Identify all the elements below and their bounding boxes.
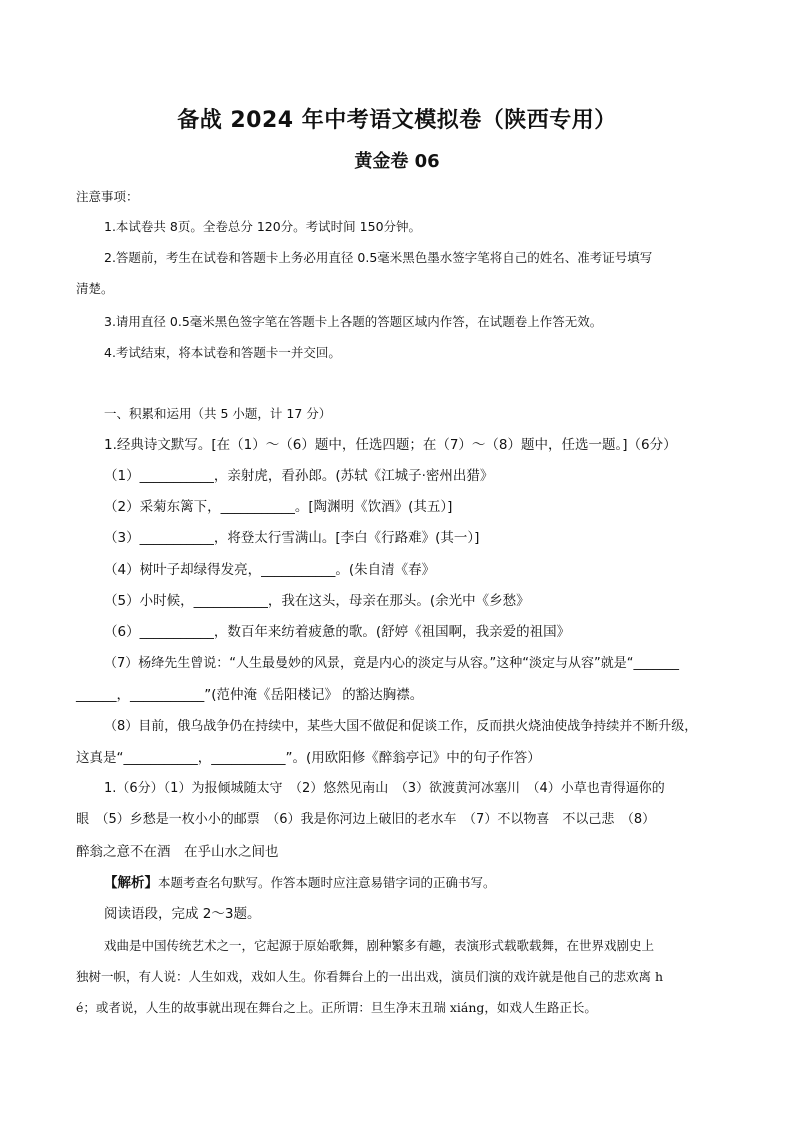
question-item: （3）___________，将登太行雪满山。[李白《行路难》(其一）]: [104, 530, 480, 546]
question-item: 这真是“___________，___________”。(用欧阳修《醉翁亭记》中的句子作答）: [76, 750, 541, 766]
notice-heading: 注意事项：: [76, 189, 139, 204]
analysis-line: [104, 874, 496, 892]
question-item: （6）___________，数百年来纺着疲惫的歌。(舒婷《祖国啊，我亲爱的祖国》: [104, 624, 571, 640]
page-title: 备战 2024 年中考语文模拟卷（陕西专用）: [177, 108, 617, 133]
notice-item: 4.考试结束，将本试卷和答题卡一并交回。: [104, 345, 341, 360]
question-stem: 1.经典诗文默写。[在（1）～（6）题中，任选四题；在（7）～（8）题中，任选一题。]（6分）: [104, 437, 677, 453]
notice-item: 1.本试卷共 8页。全卷总分 120分。考试时间 150分钟。: [104, 219, 422, 234]
analysis-text: 本题考查名句默写。作答本题时应注意易错字词的正确书写。: [158, 875, 496, 890]
question-item: （8）目前，俄乌战争仍在持续中，某些大国不做促和促谈工作，反而拱火烧油使战争持续并不断升级，: [104, 719, 698, 734]
question-item: （7）杨绛先生曾说：“人生最曼妙的风景，竟是内心的淡定与从容。”这种“淡定与从容”就是“_______: [104, 656, 679, 671]
notice-item: 2.答题前，考生在试卷和答题卡上务必用直径 0.5毫米黑色墨水签字笔将自己的姓名、准考证号填写: [104, 250, 653, 265]
notice-item: 3.请用直径 0.5毫米黑色签字笔在答题卡上各题的答题区域内作答，在试题卷上作答无效。: [104, 314, 603, 329]
passage-line: é；或者说，人生的故事就出现在舞台之上。正所谓：旦生净末丑瑞 xiáng，如戏人生路正长。: [76, 1000, 597, 1015]
question-item: （4）树叶子却绿得发亮，___________。(朱自清《春》: [104, 562, 436, 578]
question-item: ______，___________”(范仲淹《岳阳楼记》 的豁达胸襟。: [76, 687, 424, 703]
reading-intro: 阅读语段，完成 2～3题。: [104, 906, 261, 922]
question-item: （2）采菊东篱下，___________。[陶渊明《饮酒》(其五）]: [104, 499, 453, 515]
notice-item: 清楚。: [76, 281, 114, 296]
answer-line: 1.（6分）（1）为报倾城随太守 （2）悠然见南山 （3）欲渡黄河冰塞川 （4）小草也青得逼你的: [104, 781, 665, 796]
section-heading: 一、积累和运用（共 5 小题，计 17 分）: [104, 406, 332, 421]
passage-line: 独树一帜，有人说：人生如戏，戏如人生。你看舞台上的一出出戏，演员们演的戏许就是他自己的悲欢离 h: [76, 969, 664, 984]
page-subtitle: 黄金卷 06: [354, 151, 440, 172]
passage-line: 戏曲是中国传统艺术之一，它起源于原始歌舞，剧种繁多有趣，表演形式载歌载舞，在世界戏剧史上: [104, 938, 655, 953]
question-item: （1）___________，亲射虎，看孙郎。(苏轼《江城子·密州出猎》: [104, 468, 494, 484]
analysis-tag: 【解析】: [104, 875, 158, 891]
question-item: （5）小时候，___________，我在这头，母亲在那头。(余光中《乡愁》: [104, 593, 530, 609]
answer-line: 醉翁之意不在酒 在乎山水之间也: [76, 844, 279, 860]
answer-line: 眼 （5）乡愁是一枚小小的邮票 （6）我是你河边上破旧的老水车 （7）不以物喜 不以己悲 （8）: [76, 812, 656, 827]
